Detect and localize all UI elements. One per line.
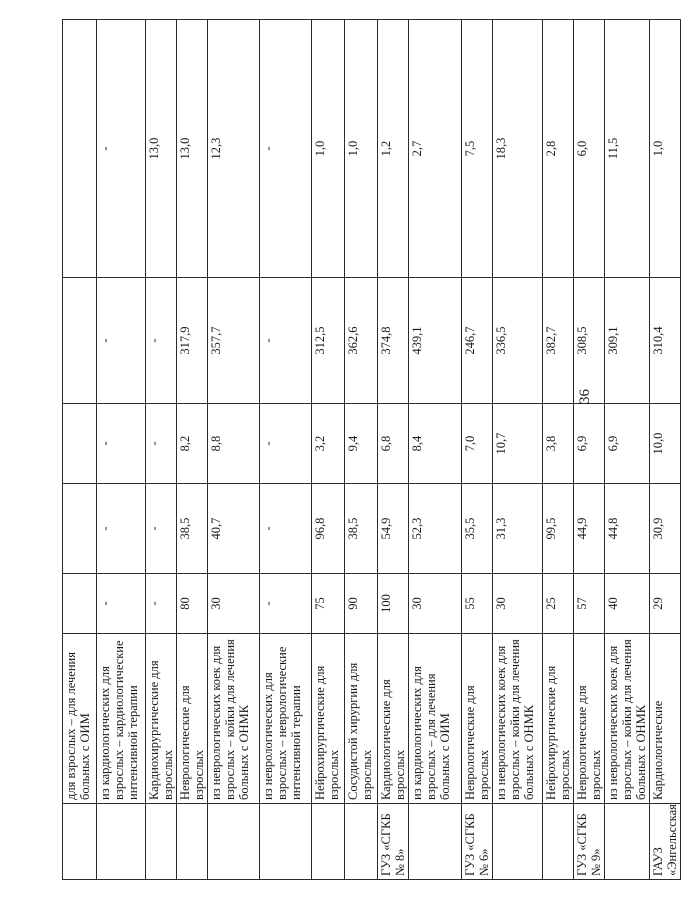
- table-body: [63, 20, 681, 880]
- value-cell: -: [146, 484, 177, 574]
- value-cell: 8,4: [409, 404, 462, 484]
- table-row: [378, 20, 409, 880]
- value-cell: 10,0: [650, 404, 681, 484]
- bed-profile-cell: Нейрохирургические для взрослых: [312, 634, 345, 804]
- table-row: [97, 20, 146, 880]
- value-cell: -: [146, 278, 177, 404]
- beds-cell: -: [97, 574, 146, 634]
- value-cell: 6,8: [378, 404, 409, 484]
- table-row: [409, 20, 462, 880]
- value-cell: 362,6: [345, 278, 378, 404]
- beds-cell: 100: [378, 574, 409, 634]
- org-cell: [146, 804, 177, 880]
- value-cell: -: [260, 20, 312, 278]
- value-cell: 336,5: [493, 278, 543, 404]
- value-cell: 7,0: [462, 404, 493, 484]
- org-cell: [345, 804, 378, 880]
- table-row: [208, 20, 260, 880]
- org-cell: [63, 804, 97, 880]
- org-cell: ГУЗ «СГКБ № 6»: [462, 804, 493, 880]
- value-cell: -: [97, 278, 146, 404]
- value-cell: 382,7: [543, 278, 574, 404]
- beds-cell: -: [146, 574, 177, 634]
- value-cell: 6,9: [605, 404, 650, 484]
- value-cell: -: [97, 404, 146, 484]
- value-cell: 6,9: [574, 404, 605, 484]
- table-row: [605, 20, 650, 880]
- value-cell: 3,2: [312, 404, 345, 484]
- value-cell: 246,7: [462, 278, 493, 404]
- table-row: [493, 20, 543, 880]
- value-cell: 10,7: [493, 404, 543, 484]
- bed-profile-cell: Неврологические для взрослых: [177, 634, 208, 804]
- value-cell: [63, 20, 97, 278]
- value-cell: 30,9: [650, 484, 681, 574]
- value-cell: -: [260, 484, 312, 574]
- value-cell: 2,8: [543, 20, 574, 278]
- bed-profile-cell: Кардиологические для взрослых: [378, 634, 409, 804]
- table-row: [650, 20, 681, 880]
- bed-profile-cell: из кардиологических для взрослых – для лечения больных с ОИМ: [409, 634, 462, 804]
- bed-profile-cell: Неврологические для взрослых: [574, 634, 605, 804]
- bed-profile-cell: из неврологических коек для взрослых – койки для лечения больных с ОНМК: [605, 634, 650, 804]
- beds-cell: 57: [574, 574, 605, 634]
- table-row: [543, 20, 574, 880]
- value-cell: 9,4: [345, 404, 378, 484]
- org-cell: [605, 804, 650, 880]
- value-cell: 374,8: [378, 278, 409, 404]
- org-cell: [312, 804, 345, 880]
- bed-profile-cell: Кардиохирургические для взрослых: [146, 634, 177, 804]
- table-row: [177, 20, 208, 880]
- table-row: [574, 20, 605, 880]
- table-row: [462, 20, 493, 880]
- value-cell: 54,9: [378, 484, 409, 574]
- value-cell: 1,2: [378, 20, 409, 278]
- org-cell: ГУЗ «СГКБ № 9»: [574, 804, 605, 880]
- table-row: [260, 20, 312, 880]
- beds-cell: 29: [650, 574, 681, 634]
- value-cell: 35,5: [462, 484, 493, 574]
- value-cell: [63, 484, 97, 574]
- value-cell: 38,5: [345, 484, 378, 574]
- value-cell: -: [146, 404, 177, 484]
- value-cell: 11,5: [605, 20, 650, 278]
- value-cell: 7,5: [462, 20, 493, 278]
- bed-profile-cell: из неврологических коек для взрослых – койки для лечения больных с ОНМК: [493, 634, 543, 804]
- org-cell: [97, 804, 146, 880]
- value-cell: 308,5: [574, 278, 605, 404]
- value-cell: 3,8: [543, 404, 574, 484]
- value-cell: 52,3: [409, 484, 462, 574]
- value-cell: -: [260, 404, 312, 484]
- beds-cell: 40: [605, 574, 650, 634]
- beds-cell: 90: [345, 574, 378, 634]
- table-row: [345, 20, 378, 880]
- value-cell: -: [260, 278, 312, 404]
- value-cell: 96,8: [312, 484, 345, 574]
- page-number: 36: [577, 389, 593, 404]
- value-cell: -: [97, 20, 146, 278]
- org-cell: ГУЗ «СГКБ № 8»: [378, 804, 409, 880]
- value-cell: 6,0: [574, 20, 605, 278]
- value-cell: 44,8: [605, 484, 650, 574]
- value-cell: 31,3: [493, 484, 543, 574]
- bed-profile-cell: Неврологические для взрослых: [462, 634, 493, 804]
- bed-profile-cell: из неврологических коек для взрослых – койки для лечения больных с ОНМК: [208, 634, 260, 804]
- beds-cell: 55: [462, 574, 493, 634]
- beds-cell: 25: [543, 574, 574, 634]
- value-cell: [63, 278, 97, 404]
- bed-profile-cell: Нейрохирургические для взрослых: [543, 634, 574, 804]
- value-cell: [63, 404, 97, 484]
- bed-profile-cell: для взрослых – для лечения больных с ОИМ: [63, 634, 97, 804]
- value-cell: 40,7: [208, 484, 260, 574]
- org-cell: [177, 804, 208, 880]
- value-cell: 8,2: [177, 404, 208, 484]
- value-cell: 357,7: [208, 278, 260, 404]
- table-row: [312, 20, 345, 880]
- bed-profile-cell: из неврологических для взрослых – неврологические интенсивной терапии: [260, 634, 312, 804]
- value-cell: 8,8: [208, 404, 260, 484]
- value-cell: 312,5: [312, 278, 345, 404]
- value-cell: 18,3: [493, 20, 543, 278]
- value-cell: 99,5: [543, 484, 574, 574]
- value-cell: 38,5: [177, 484, 208, 574]
- org-cell: [260, 804, 312, 880]
- bed-profile-cell: из кардиологических для взрослых – кардиологические интенсивной терапии: [97, 634, 146, 804]
- value-cell: 1,0: [345, 20, 378, 278]
- org-cell: [543, 804, 574, 880]
- bed-profile-cell: Кардиологические: [650, 634, 681, 804]
- value-cell: 2,7: [409, 20, 462, 278]
- org-cell: [409, 804, 462, 880]
- value-cell: 309,1: [605, 278, 650, 404]
- value-cell: 12,3: [208, 20, 260, 278]
- org-cell: ГАУЗ «Энгельсская: [650, 804, 681, 880]
- beds-cell: 30: [409, 574, 462, 634]
- value-cell: 1,0: [650, 20, 681, 278]
- org-cell: [493, 804, 543, 880]
- value-cell: -: [97, 484, 146, 574]
- beds-cell: 30: [493, 574, 543, 634]
- bed-fund-table: [62, 19, 681, 880]
- value-cell: 13,0: [177, 20, 208, 278]
- rotated-table-frame: [62, 20, 679, 880]
- value-cell: 317,9: [177, 278, 208, 404]
- beds-cell: 75: [312, 574, 345, 634]
- value-cell: 44,9: [574, 484, 605, 574]
- value-cell: 1,0: [312, 20, 345, 278]
- beds-cell: [63, 574, 97, 634]
- value-cell: 13,0: [146, 20, 177, 278]
- table-row: [63, 20, 97, 880]
- beds-cell: 30: [208, 574, 260, 634]
- beds-cell: -: [260, 574, 312, 634]
- beds-cell: 80: [177, 574, 208, 634]
- value-cell: 310,4: [650, 278, 681, 404]
- bed-profile-cell: Сосудистой хирургии для взрослых: [345, 634, 378, 804]
- org-cell: [208, 804, 260, 880]
- table-row: [146, 20, 177, 880]
- value-cell: 439,1: [409, 278, 462, 404]
